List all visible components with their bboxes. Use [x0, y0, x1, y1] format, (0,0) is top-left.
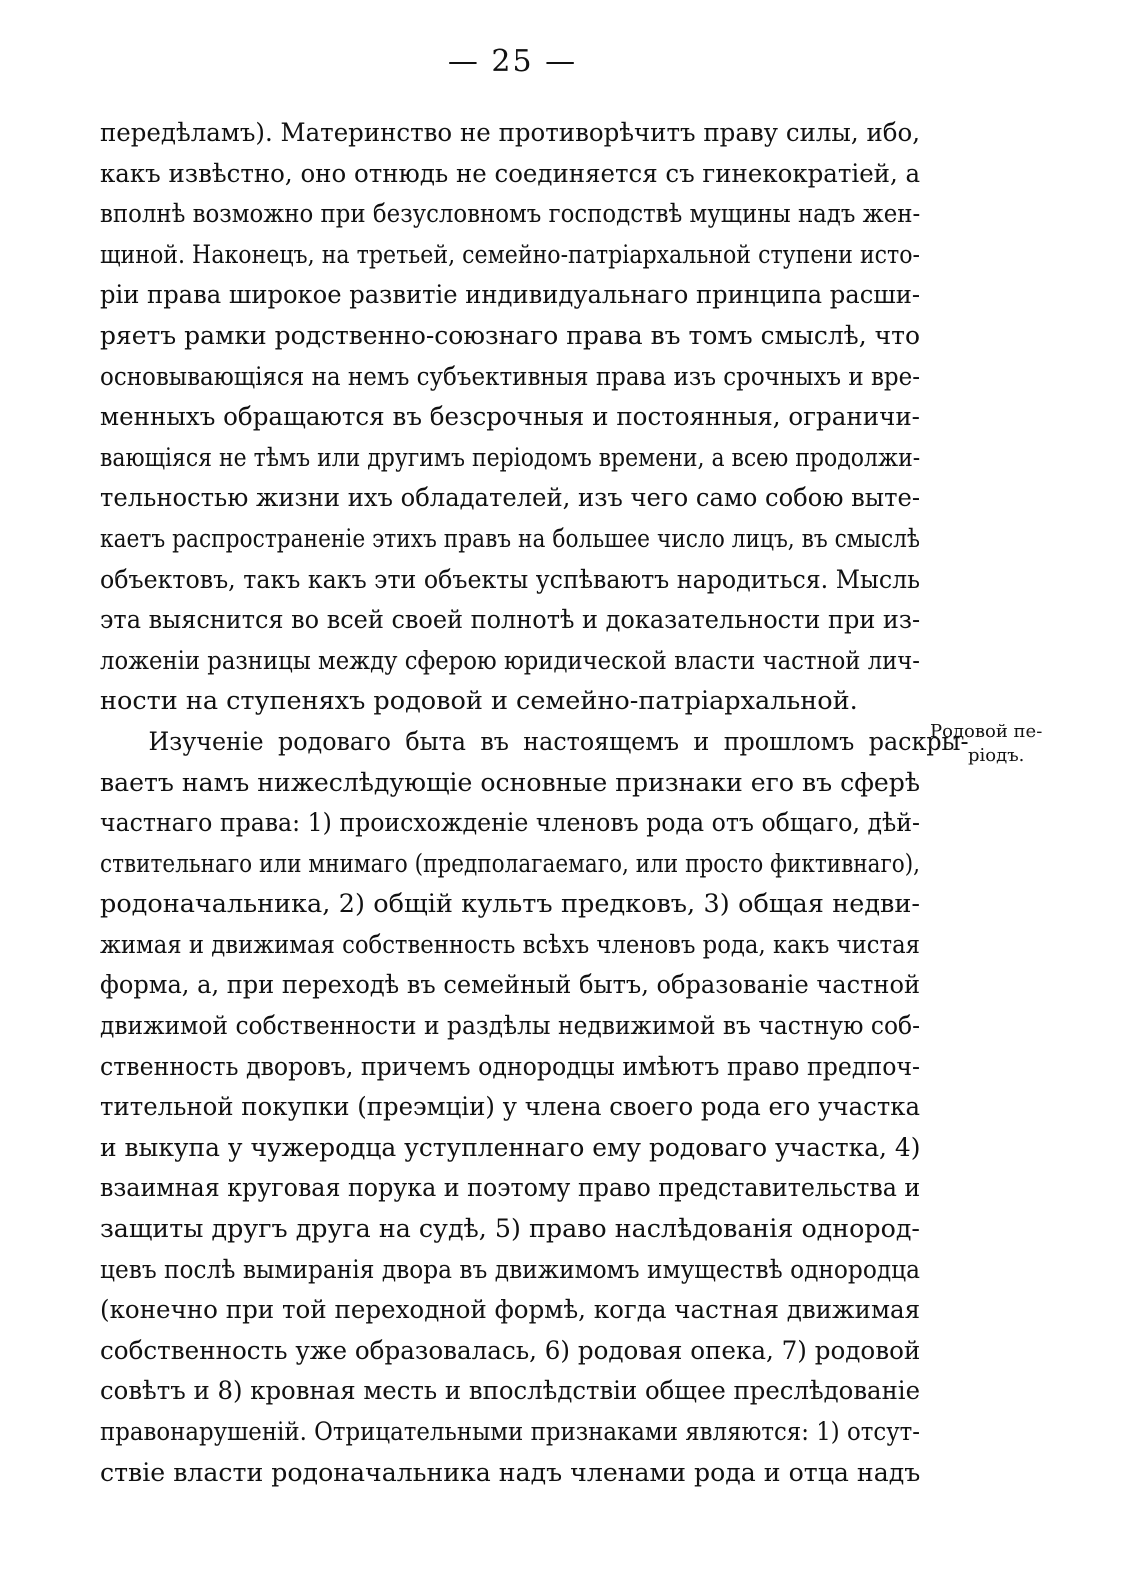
text-line: родоначальника, 2) общій культъ предковъ, 3) общая недви-: [100, 889, 920, 920]
margin-note-line: Родовой пе-: [930, 721, 1043, 742]
text-line: правонарушеній. Отрицательными признаками являются: 1) отсут-: [100, 1417, 921, 1447]
text-line: (конечно при той переходной формѣ, когда частная движимая: [100, 1295, 921, 1326]
text-line: ріи права широкое развитіе индивидуальнаго принципа расши-: [100, 280, 921, 311]
text-line: ственность дворовъ, причемъ однородцы имѣютъ право предпоч-: [100, 1051, 921, 1082]
text-line: защиты другъ друга на судѣ, 5) право наслѣдованія однород-: [100, 1214, 920, 1245]
margin-note: [930, 720, 1070, 768]
text-line: взаимная круговая порука и поэтому право представительства и: [100, 1173, 921, 1204]
text-line: движимой собственности и раздѣлы недвижимой въ частную соб-: [100, 1011, 920, 1042]
text-line: форма, а, при переходѣ въ семейный бытъ, образованіе частной: [100, 970, 920, 1001]
text-line: объектовъ, такъ какъ эти объекты успѣваютъ народиться. Мысль: [100, 564, 921, 595]
text-line: эта выяснится во всей своей полнотѣ и доказательности при из-: [100, 605, 921, 636]
text-line: тельностью жизни ихъ обладателей, изъ чего само собою выте-: [100, 483, 921, 514]
body-text: [100, 113, 969, 1493]
margin-note-line: ріодъ.: [968, 745, 1025, 766]
text-line: совѣтъ и 8) кровная месть и впослѣдствіи общее преслѣдованіе: [100, 1376, 921, 1407]
text-line: основывающіяся на немъ субъективныя права изъ срочныхъ и вре-: [100, 361, 921, 392]
page-number: — 25 —: [447, 44, 578, 79]
paragraph-2: [100, 722, 969, 1493]
text-line: цевъ послѣ вымиранія двора въ движимомъ имуществѣ однородца: [100, 1254, 920, 1285]
paragraph-1: [100, 113, 920, 722]
text-line: ваетъ намъ нижеслѣдующіе основные признаки его въ сферѣ: [100, 767, 921, 798]
text-line: вающіяся не тѣмъ или другимъ періодомъ времени, а всею продолжи-: [100, 442, 921, 473]
text-line: тительной покупки (преэмціи) у члена своего рода его участка: [100, 1092, 920, 1123]
text-line: Изученіе родоваго быта въ настоящемъ и прошломъ раскры-: [148, 726, 969, 757]
text-line: ряетъ рамки родственно-союзнаго права въ томъ смыслѣ, что: [100, 320, 920, 351]
text-line: ложеніи разницы между сферою юридической власти частной лич-: [100, 645, 920, 676]
text-line: собственность уже образовалась, 6) родовая опека, 7) родовой: [100, 1335, 921, 1366]
text-line: менныхъ обращаются въ безсрочныя и постоянныя, ограничи-: [100, 402, 920, 433]
text-line: ствительнаго или мнимаго (предполагаемаго, или просто фиктивнаго),: [100, 848, 921, 879]
text-line: щиной. Наконецъ, на третьей, семейно-патріархальной ступени исто-: [100, 239, 921, 270]
text-line: ствіе власти родоначальника надъ членами рода и отца надъ: [100, 1457, 921, 1488]
text-line: каетъ распространеніе этихъ правъ на большее число лицъ, въ смыслѣ: [100, 523, 920, 554]
text-line: жимая и движимая собственность всѣхъ членовъ рода, какъ чистая: [100, 929, 920, 960]
text-line: вполнѣ возможно при безусловномъ господствѣ мущины надъ жен-: [100, 199, 921, 230]
text-line: какъ извѣстно, оно отнюдь не соединяется съ гинекократіей, а: [100, 158, 921, 189]
text-line: частнаго права: 1) происхожденіе членовъ рода отъ общаго, дѣй-: [100, 808, 920, 839]
text-line: передѣламъ). Материнство не противорѣчитъ праву силы, ибо,: [100, 118, 921, 148]
text-line: и выкупа у чужеродца уступленнаго ему родоваго участка, 4): [100, 1132, 921, 1163]
text-line: ности на ступеняхъ родовой и семейно-патріархальной.: [100, 686, 858, 717]
